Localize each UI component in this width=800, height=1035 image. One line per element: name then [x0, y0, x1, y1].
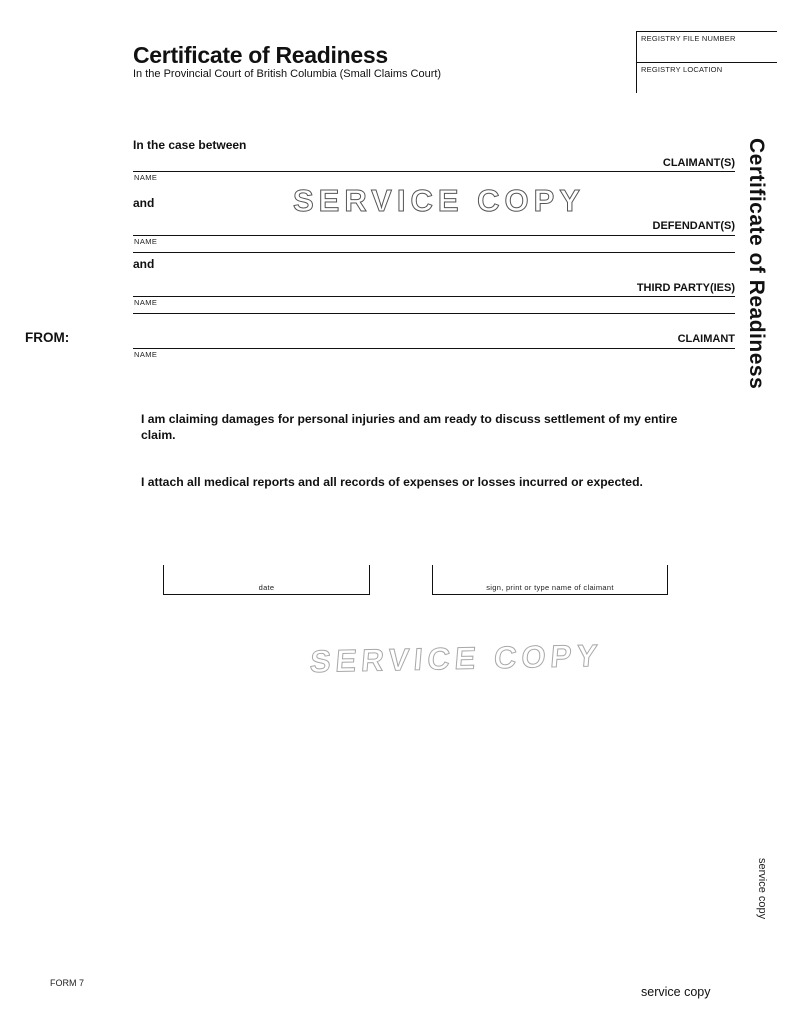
service-copy-watermark-top: SERVICE COPY [293, 183, 586, 218]
date-label: date [258, 583, 275, 592]
and-word-2: and [133, 257, 155, 271]
defendants-name-label: NAME [134, 237, 158, 246]
registry-file-number-cell [637, 32, 777, 63]
claimant-signature-box[interactable] [432, 565, 668, 595]
third-party-extra-name-field[interactable] [133, 313, 735, 327]
claim-declaration-paragraph: I am claiming damages for personal injuries and am ready to discuss settlement of my entire claim. [141, 412, 678, 442]
attachments-declaration-paragraph: I attach all medical reports and all records of expenses or losses incurred or expected. [141, 475, 643, 489]
from-claimant-name-field[interactable] [133, 348, 735, 362]
signature-instruction-label: sign, print or type name of claimant [486, 583, 614, 592]
side-vertical-service-copy: service copy [756, 858, 768, 920]
from-label: FROM: [25, 330, 70, 345]
third-party-name-label: NAME [134, 298, 158, 307]
defendants-name-field[interactable] [133, 235, 735, 249]
from-claimant-name-label: NAME [134, 350, 158, 359]
registry-location-cell [637, 63, 777, 94]
registry-location-label: REGISTRY LOCATION [641, 65, 723, 74]
service-copy-watermark-bottom: SERVICE COPY [308, 637, 604, 680]
from-claimant-role-label: CLAIMANT [677, 333, 735, 345]
form-number: FORM 7 [50, 978, 85, 988]
case-intro: In the case between [133, 138, 247, 152]
registry-location-field[interactable] [641, 74, 777, 92]
third-parties-role-label: THIRD PARTY(IES) [636, 282, 735, 294]
defendants-role-label: DEFENDANT(S) [652, 220, 735, 232]
third-party-name-field[interactable] [133, 296, 735, 310]
footer-service-copy: service copy [641, 985, 711, 999]
registry-box [636, 31, 777, 93]
registry-file-number-label: REGISTRY FILE NUMBER [641, 34, 736, 43]
defendants-extra-name-field[interactable] [133, 252, 735, 266]
date-signature-box[interactable] [163, 565, 370, 595]
page-title: Certificate of Readiness [133, 42, 388, 68]
claimants-name-label: NAME [134, 173, 158, 182]
page-subtitle: In the Provincial Court of British Columbia (Small Claims Court) [133, 68, 442, 80]
claimants-role-label: CLAIMANT(S) [662, 157, 735, 169]
and-word-1: and [133, 196, 155, 210]
registry-file-number-field[interactable] [641, 43, 777, 61]
side-vertical-title: Certificate of Readiness [745, 138, 768, 390]
